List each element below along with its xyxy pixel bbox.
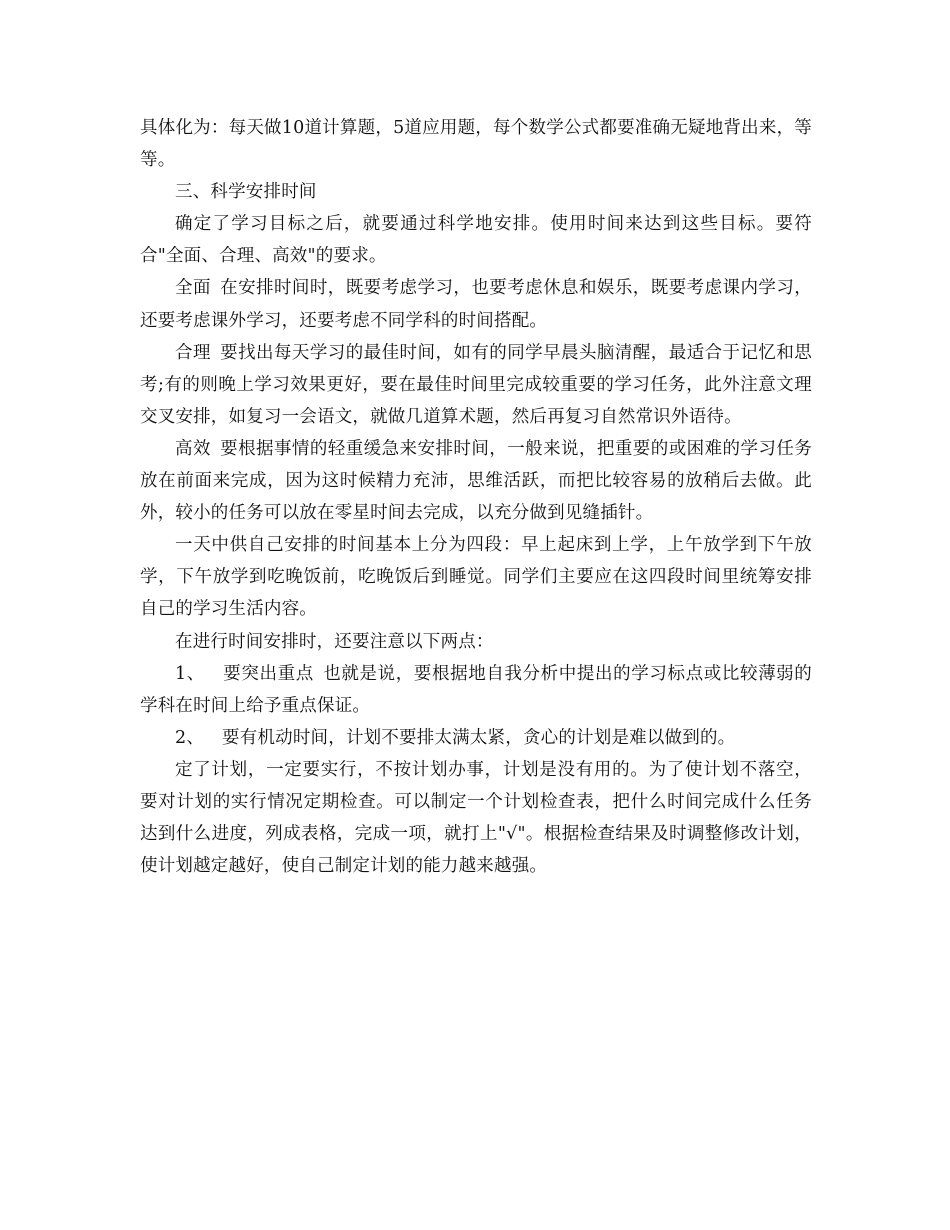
paragraph-text: 要有机动时间，计划不要排太满太紧，贪心的计划是难以做到的。	[222, 727, 736, 748]
paragraph-text: 具体化为：每天做10道计算题，5道应用题，每个数学公式都要准确无疑地背出来，等等。	[140, 118, 812, 171]
paragraph-text: 要找出每天学习的最佳时间，如有的同学早晨头脑清醒，最适合于记忆和思考;有的则晚上学习效果更好，要在最佳时间里完成较重要的学习任务，此外注意文理交叉安排，如复习一会语文，就做几道算术题，然后再复习自然常识外语待。	[140, 342, 812, 427]
paragraph-text: 定了计划，一定要实行，不按计划办事，计划是没有用的。为了使计划不落空，要对计划的实行情况定期检查。可以制定一个计划检查表，把什么时间完成什么任务达到什么进度，列成表格，完成一项，就打上"√"。根据检查结果及时调整修改计划，使计划越定越好，使自己制定计划的能力越来越强。	[140, 759, 812, 877]
paragraph-8	[140, 626, 812, 658]
paragraph-comprehensive	[140, 272, 812, 336]
paragraph-text: 也就是说，要根据地自我分析中提出的学习标点或比较薄弱的学科在时间上给予重点保证。	[140, 663, 812, 716]
paragraph-3	[140, 208, 812, 272]
paragraph-lead: 合理	[175, 342, 211, 363]
paragraph-text: 在安排时间时，既要考虑学习，也要考虑休息和娱乐，既要考虑课内学习，还要考虑课外学习，还要考虑不同学科的时间搭配。	[140, 278, 812, 331]
paragraph-text: 确定了学习目标之后，就要通过科学地安排。使用时间来达到这些目标。要符合"全面、合理、高效"的要求。	[140, 214, 812, 267]
document-body	[140, 112, 812, 882]
paragraph-text: 在进行时间安排时，还要注意以下两点：	[175, 631, 494, 652]
paragraph-lead: 全面	[175, 278, 211, 299]
paragraph-reasonable	[140, 337, 812, 433]
paragraph-efficient	[140, 433, 812, 529]
section-heading-text: 三、科学安排时间	[175, 182, 317, 203]
paragraph-1	[140, 112, 812, 176]
paragraph-lead: 高效	[175, 438, 211, 459]
list-item-1	[140, 658, 812, 722]
paragraph-text: 一天中供自己安排的时间基本上分为四段：早上起床到上学，上午放学到下午放学，下午放学到吃晚饭前，吃晚饭后到睡觉。同学们主要应在这四段时间里统筹安排自己的学习生活内容。	[140, 535, 812, 620]
list-item-2	[140, 722, 812, 754]
paragraph-7	[140, 529, 812, 625]
list-number: 1、	[175, 663, 205, 684]
paragraph-text: 要根据事情的轻重缓急来安排时间，一般来说，把重要的或困难的学习任务放在前面来完成，因为这时候精力充沛，思维活跃，而把比较容易的放稍后去做。此外，较小的任务可以放在零星时间去完成，以充分做到见缝插针。	[140, 438, 812, 524]
paragraph-11	[140, 754, 812, 882]
section-heading	[140, 176, 812, 208]
list-number: 2、	[175, 727, 205, 748]
paragraph-lead: 要突出重点	[222, 663, 314, 684]
